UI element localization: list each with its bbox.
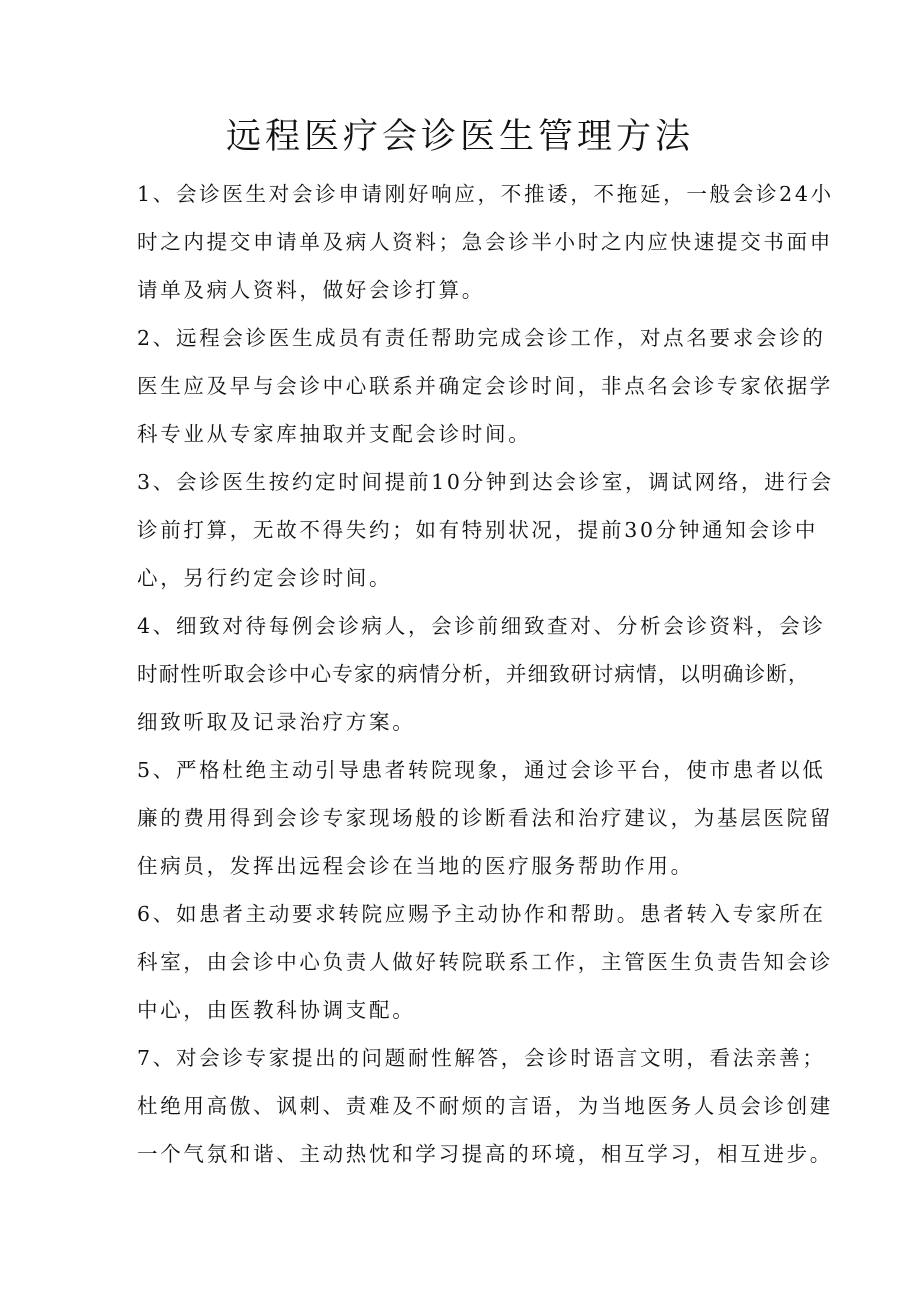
text-line: 细致听取及记录治疗方案。: [137, 710, 416, 734]
text-line: 一个气氛和谐、主动热忱和学习提高的环境，相互学习，相互进步。: [137, 1142, 833, 1166]
text-line: 1、会诊医生对会诊申请刚好响应，不推诿，不拖延，一般会诊24小: [137, 182, 834, 206]
text-line: 4、细致对待每例会诊病人，会诊前细致查对、分析会诊资料，会诊: [137, 614, 826, 638]
text-line: 7、对会诊专家提出的问题耐性解答，会诊时语言文明，看法亲善；: [137, 1046, 826, 1070]
text-line: 中心，由医教科协调支配。: [137, 998, 416, 1022]
text-line: 医生应及早与会诊中心联系并确定会诊时间，非点名会诊专家依据学: [137, 374, 833, 398]
text-line: 廉的费用得到会诊专家现场般的诊断看法和治疗建议，为基层医院留: [137, 806, 833, 830]
text-line: 请单及病人资料，做好会诊打算。: [137, 278, 485, 302]
text-line: 5、严格杜绝主动引导患者转院现象，通过会诊平台，使市患者以低: [137, 758, 826, 782]
text-line: 3、会诊医生按约定时间提前10分钟到达会诊室，调试网络，进行会: [137, 470, 834, 494]
text-line: 6、如患者主动要求转院应赐予主动协作和帮助。患者转入专家所在: [137, 902, 826, 926]
text-line: 心，另行约定会诊时间。: [137, 566, 393, 590]
document-title: 远程医疗会诊医生管理方法: [225, 117, 694, 157]
text-line: 诊前打算，无故不得失约；如有特别状况，提前30分钟通知会诊中: [137, 518, 819, 542]
text-line: 住病员，发挥出远程会诊在当地的医疗服务帮助作用。: [137, 854, 694, 878]
document-body: [137, 170, 834, 1178]
text-line: 2、远程会诊医生成员有责任帮助完成会诊工作，对点名要求会诊的: [137, 326, 826, 350]
text-line: 时耐性听取会诊中心专家的病情分析，并细致研讨病情，以明确诊断，: [137, 662, 810, 686]
text-line: 科专业从专家库抽取并支配会诊时间。: [137, 422, 532, 446]
text-line: 杜绝用高傲、讽刺、责难及不耐烦的言语，为当地医务人员会诊创建: [137, 1094, 833, 1118]
text-line: 时之内提交申请单及病人资料；急会诊半小时之内应快速提交书面申: [137, 230, 833, 254]
text-line: 科室，由会诊中心负责人做好转院联系工作，主管医生负责告知会诊: [137, 950, 833, 974]
